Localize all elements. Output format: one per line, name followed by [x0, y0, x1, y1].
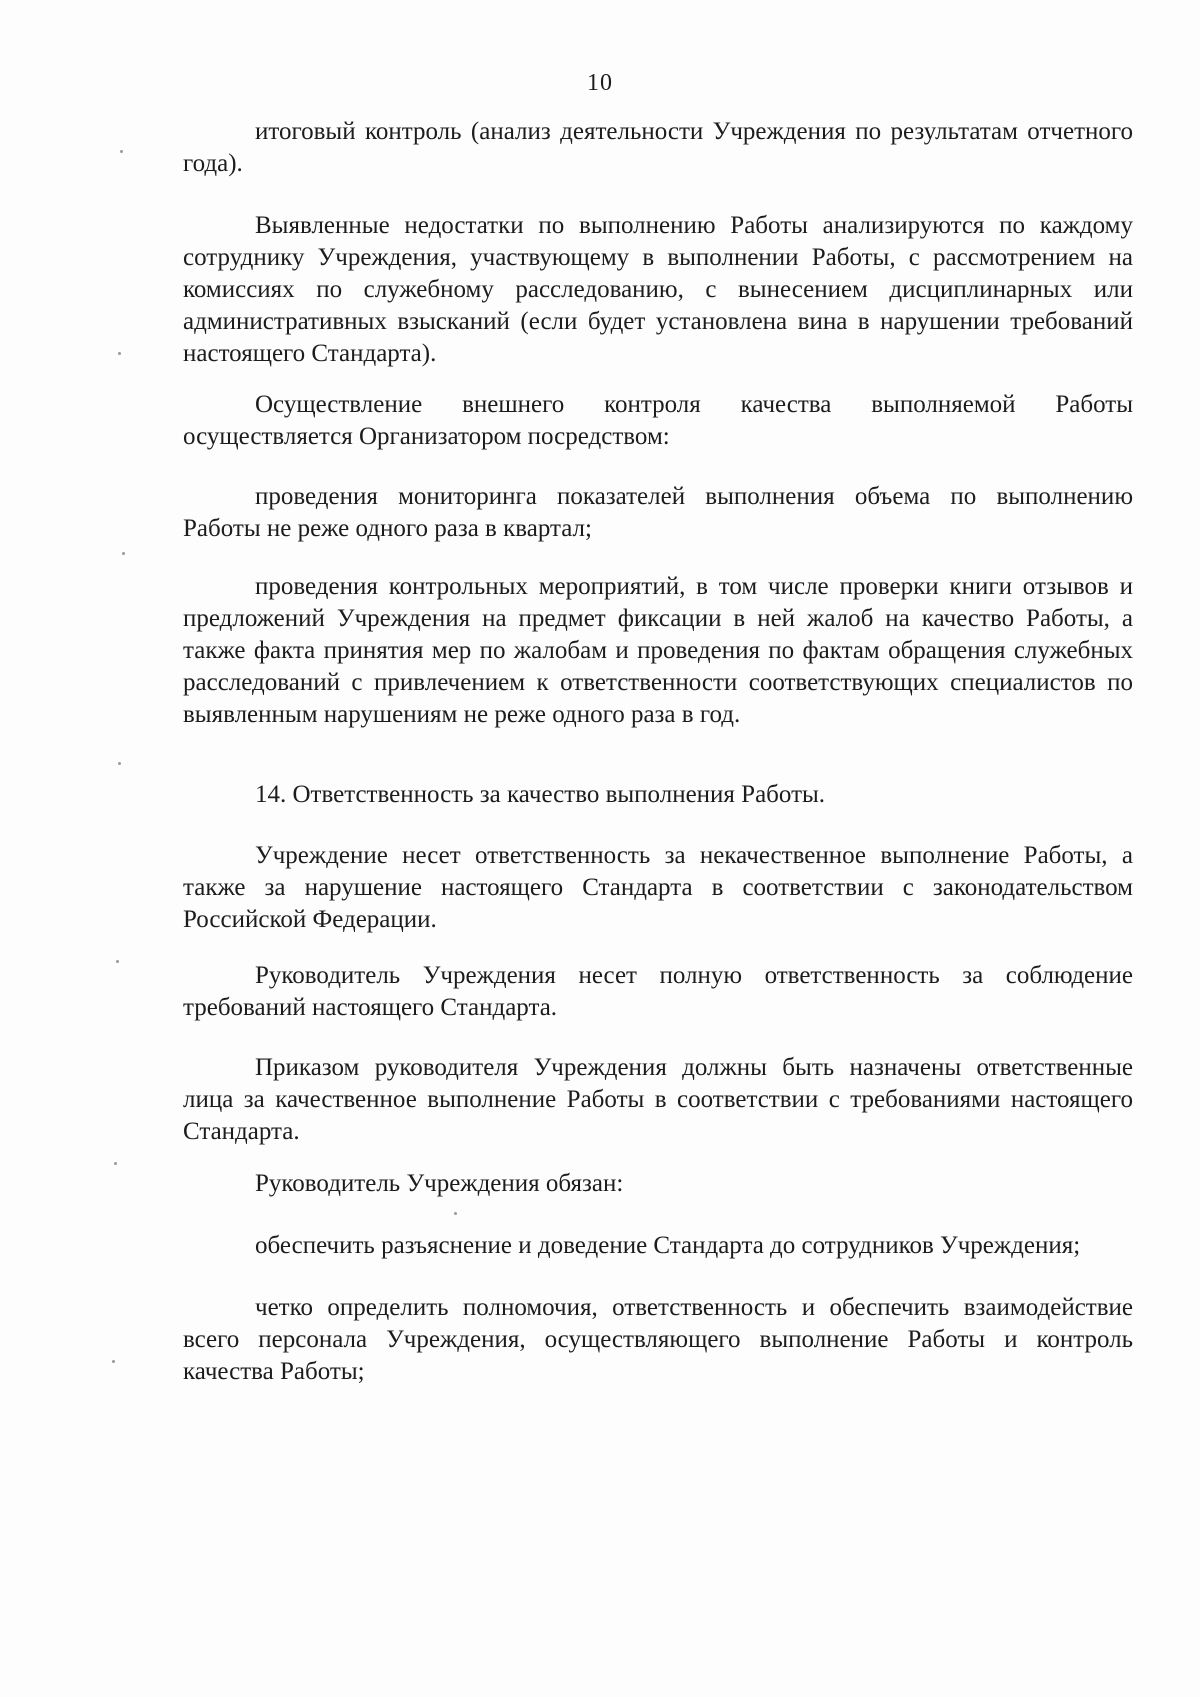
paragraph-order-appointment: Приказом руководителя Учреждения должны быть назначены ответственные лица за качественное выполнение Работы в соответствии с требованиями настоящего Стандарта. — [183, 1054, 1133, 1145]
paragraph-control-measures: проведения контрольных мероприятий, в том числе проверки книги отзывов и предложений Учреждения на предмет фиксации в ней жалоб на качество Работы, а также факта принятия мер по жалобам и проведения по фактам обращения служебных расследований с привлечением к ответственности соответствующих специалистов по выявленным нарушениям не реже одного раза в год. — [183, 573, 1133, 728]
paragraph-define-authority: четко определить полномочия, ответственность и обеспечить взаимодействие всего персонала Учреждения, осуществляющего выполнение Работы и контроль качества Работы; — [183, 1294, 1133, 1385]
scan-speck — [118, 352, 121, 355]
scan-speck — [116, 960, 119, 963]
paragraph-director-obliged: Руководитель Учреждения обязан: — [255, 1170, 624, 1197]
paragraph-external-control: Осуществление внешнего контроля качества выполняемой Работы осуществляется Организатором посредством: — [183, 391, 1133, 450]
scan-speck — [454, 1212, 457, 1215]
page-number: 10 — [587, 70, 613, 96]
scan-speck — [118, 762, 121, 765]
section-heading-responsibility: 14. Ответственность за качество выполнения Работы. — [255, 781, 826, 808]
scan-speck — [112, 1360, 115, 1363]
paragraph-final-control: итоговый контроль (анализ деятельности Учреждения по результатам отчетного года). — [183, 118, 1133, 177]
paragraph-director-responsibility: Руководитель Учреждения несет полную ответственность за соблюдение требований настоящего Стандарта. — [183, 962, 1133, 1021]
scan-speck — [114, 1162, 117, 1165]
paragraph-identified-deficiencies: Выявленные недостатки по выполнению Работы анализируются по каждому сотруднику Учреждения, участвующему в выполнении Работы, с рассмотрением на комиссиях по служебному расследованию, с вынесением дисциплинарных или административных взысканий (если будет установлена вина в нарушении требований настоящего Стандарта). — [183, 212, 1133, 367]
paragraph-institution-liability: Учреждение несет ответственность за некачественное выполнение Работы, а также за нарушение настоящего Стандарта в соответствии с законодательством Российской Федерации. — [183, 842, 1133, 933]
scan-speck — [122, 552, 125, 555]
paragraph-ensure-explanation: обеспечить разъяснение и доведение Стандарта до сотрудников Учреждения; — [255, 1232, 1081, 1259]
scan-speck — [120, 150, 123, 153]
paragraph-monitoring: проведения мониторинга показателей выполнения объема по выполнению Работы не реже одного раза в квартал; — [183, 483, 1133, 542]
